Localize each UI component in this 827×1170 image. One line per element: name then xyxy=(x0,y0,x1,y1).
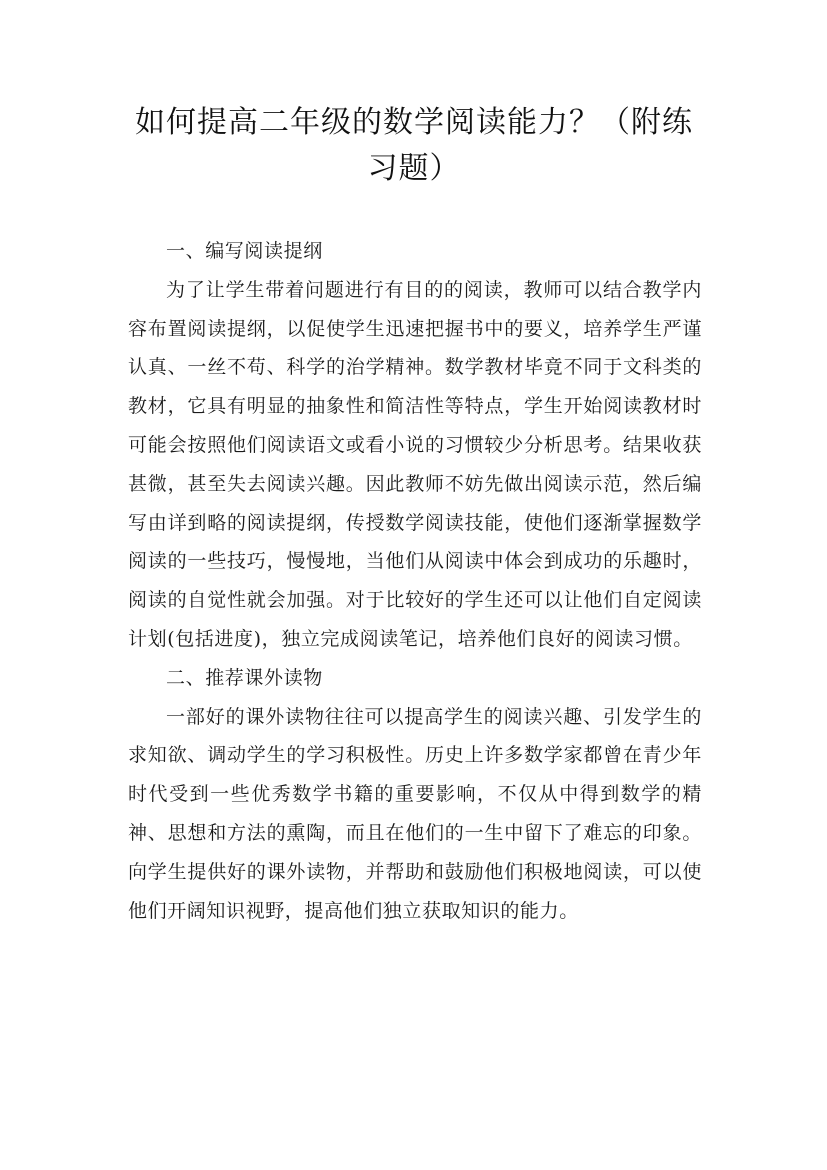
document-body xyxy=(128,232,702,930)
section-heading-2: 二、推荐课外读物 xyxy=(166,666,323,689)
section-paragraph-1: 为了让学生带着问题进行有目的的阅读，教师可以结合教学内容布置阅读提纲，以促使学生迅速把握书中的要义，培养学生严谨认真、一丝不苟、科学的治学精神。数学教材毕竟不同于文科类的教材，它具有明显的抽象性和简洁性等特点，学生开始阅读教材时可能会按照他们阅读语文或看小说的习惯较少分析思考。结果收获甚微，甚至失去阅读兴趣。因此教师不妨先做出阅读示范，然后编写由详到略的阅读提纲，传授数学阅读技能，使他们逐渐掌握数学阅读的一些技巧，慢慢地，当他们从阅读中体会到成功的乐趣时，阅读的自觉性就会加强。对于比较好的学生还可以让他们自定阅读计划(包括进度)，独立完成阅读笔记，培养他们良好的阅读习惯。 xyxy=(128,278,702,650)
section-heading-1: 一、编写阅读提纲 xyxy=(166,240,323,262)
document-title: 如何提高二年级的数学阅读能力？（附练习题） xyxy=(135,105,693,186)
section-paragraph-2: 一部好的课外读物往往可以提高学生的阅读兴趣、引发学生的求知欲、调动学生的学习积极性。历史上许多数学家都曾在青少年时代受到一些优秀数学书籍的重要影响，不仅从中得到数学的精神、思想和方法的熏陶，而且在他们的一生中留下了难忘的印象。向学生提供好的课外读物，并帮助和鼓励他们积极地阅读，可以使他们开阔知识视野，提高他们独立获取知识的能力。 xyxy=(128,705,702,922)
